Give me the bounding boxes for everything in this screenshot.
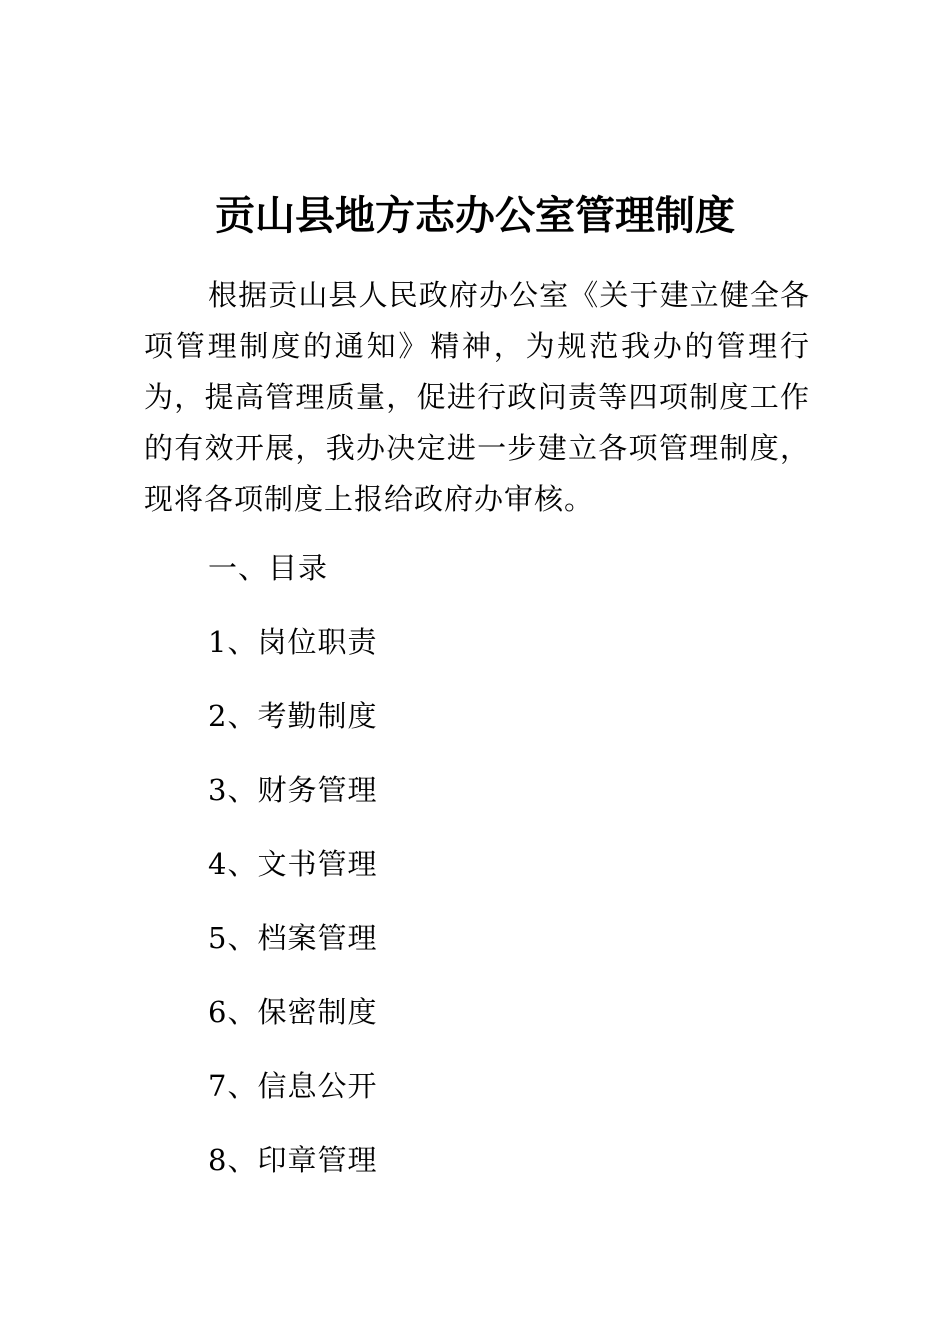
toc-list [208, 620, 377, 1212]
toc-item-3: 3、财务管理 [208, 773, 378, 807]
intro-paragraph: 根据贡山县人民政府办公室《关于建立健全各项管理制度的通知》精神，为规范我办的管理行为，提高管理质量，促进行政问责等四项制度工作的有效开展，我办决定进一步建立各项管理制度，现将各项制度上报给政府办审核。 [144, 278, 810, 516]
toc-item-7: 7、信息公开 [208, 1069, 378, 1103]
toc-item-1: 1、岗位职责 [208, 625, 378, 659]
toc-heading: 一、目录 [208, 551, 329, 585]
document-title: 贡山县地方志办公室管理制度 [215, 192, 735, 239]
toc-item-2: 2、考勤制度 [208, 699, 378, 733]
toc-item-5: 5、档案管理 [208, 921, 378, 955]
toc-item-6: 6、保密制度 [208, 995, 378, 1029]
toc-item-4: 4、文书管理 [208, 847, 378, 881]
toc-item-8: 8、印章管理 [208, 1143, 378, 1177]
